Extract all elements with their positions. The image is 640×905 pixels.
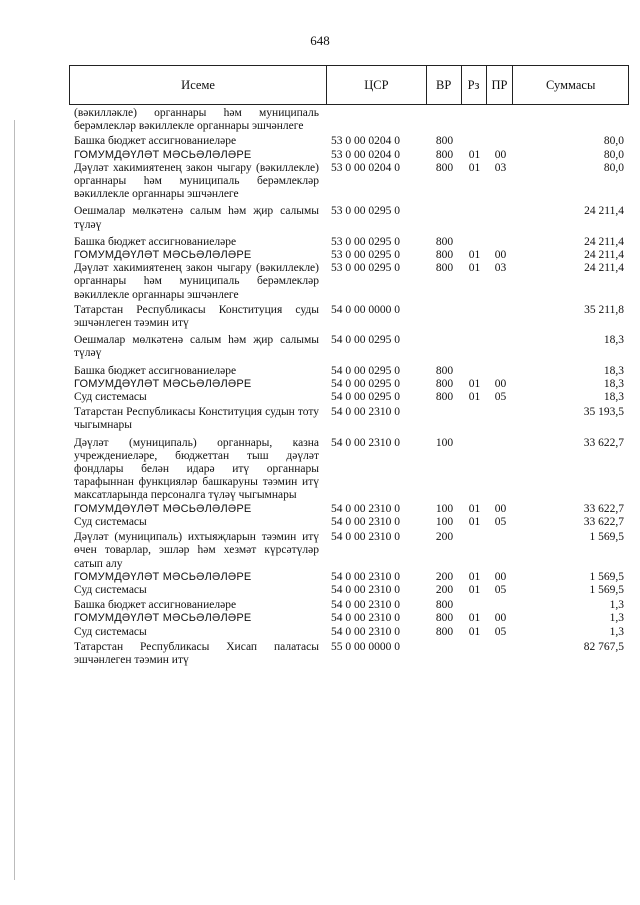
cell-vr: 800: [435, 599, 454, 612]
cell-sum: 18,3: [603, 377, 624, 390]
header-rz: Рз: [462, 66, 487, 104]
table-row: [69, 516, 629, 529]
header-sum: Суммасы: [546, 77, 596, 92]
cell-name: Башка бюджет ассигнованиеләре: [74, 135, 237, 148]
table-row: [69, 334, 629, 360]
cell-name: ГОМУМДӘҮЛӘТ МӘСЬӘЛӘЛӘРЕ: [74, 570, 252, 583]
page-number: 648: [310, 33, 330, 48]
table-row: [69, 437, 629, 503]
cell-name: Дәүләт (муниципаль) ихтыяҗларын тәэмин итү өчен товарлар, эшләр һәм хезмәт күрсәтүләр сатып алу: [74, 531, 319, 570]
cell-csr: 55 0 00 0000 0: [331, 640, 400, 653]
cell-rz: 01: [468, 391, 481, 404]
cell-name: ГОМУМДӘҮЛӘТ МӘСЬӘЛӘЛӘРЕ: [74, 612, 252, 625]
cell-name: Башка бюджет ассигнованиеләре: [74, 235, 237, 248]
table-row: [69, 249, 629, 262]
table-row: [69, 205, 629, 231]
cell-pr: [487, 406, 514, 432]
cell-csr: 54 0 00 0295 0: [331, 334, 400, 347]
cell-rz: [462, 304, 487, 330]
cell-sum: 24 211,4: [584, 262, 624, 275]
cell-sum: 33 622,7: [583, 436, 624, 449]
cell-name: Дәүләт хакимиятенең закон чыгару (вәкиллекле) органнары һәм муниципаль берәмлекләр вәкиллекле органнары эшчәнлеге: [74, 262, 319, 301]
cell-csr: 53 0 00 0295 0: [331, 249, 400, 262]
cell-vr: 800: [435, 625, 454, 638]
cell-pr: [487, 641, 514, 667]
cell-pr: 00: [494, 502, 507, 515]
cell-vr: 800: [435, 148, 454, 161]
cell-vr: [427, 205, 462, 231]
header-csr: ЦСР: [327, 66, 427, 104]
cell-name: ГОМУМДӘҮЛӘТ МӘСЬӘЛӘЛӘРЕ: [74, 377, 252, 390]
table-row: [69, 162, 629, 202]
cell-name: Оешмалар мөлкәтенә салым һәм җир салымы түләү: [74, 334, 319, 360]
cell-pr: 03: [494, 262, 507, 275]
table-row: [69, 503, 629, 516]
cell-sum: 80,0: [603, 161, 624, 174]
cell-name: ГОМУМДӘҮЛӘТ МӘСЬӘЛӘЛӘРЕ: [74, 249, 252, 262]
cell-pr: 05: [494, 583, 507, 596]
cell-pr: 00: [494, 570, 507, 583]
cell-vr: [427, 107, 462, 133]
cell-rz: [462, 365, 487, 378]
cell-pr: [487, 334, 514, 360]
cell-sum: 1 569,5: [589, 583, 624, 596]
cell-pr: 00: [494, 249, 507, 262]
cell-vr: 800: [435, 364, 454, 377]
cell-rz: 01: [468, 262, 481, 275]
cell-name: Башка бюджет ассигнованиеләре: [74, 364, 237, 377]
cell-sum: 1 569,5: [589, 570, 624, 583]
cell-rz: 01: [468, 161, 481, 174]
cell-rz: [462, 531, 487, 571]
cell-csr: 54 0 00 2310 0: [331, 502, 400, 515]
cell-sum: 35 211,8: [584, 303, 624, 316]
table-row: [69, 391, 629, 404]
cell-pr: [487, 107, 514, 133]
cell-vr: 100: [435, 515, 454, 528]
table-row: [69, 107, 629, 133]
cell-name: Башка бюджет ассигнованиеләре: [74, 599, 237, 612]
cell-rz: [462, 135, 487, 148]
cell-sum: 1,3: [609, 625, 624, 638]
cell-sum: 1 569,5: [589, 531, 624, 544]
cell-sum: 1,3: [609, 612, 624, 625]
cell-sum: 1,3: [609, 599, 624, 612]
cell-csr: 53 0 00 0295 0: [331, 205, 400, 218]
cell-sum: 80,0: [603, 148, 624, 161]
cell-name: Татарстан Республикасы Хисап палатасы эшчәнлеген тәэмин итү: [74, 640, 319, 666]
cell-rz: [462, 236, 487, 249]
header-pr: ПР: [487, 66, 514, 104]
table-body: [69, 105, 629, 667]
cell-csr: 54 0 00 2310 0: [331, 583, 400, 596]
budget-table: [69, 65, 629, 667]
cell-name: Суд системасы: [74, 515, 147, 528]
table-row: [69, 599, 629, 612]
table-row: [69, 584, 629, 597]
cell-vr: 800: [435, 161, 454, 174]
cell-rz: 01: [468, 249, 481, 262]
cell-csr: 53 0 00 0295 0: [331, 235, 400, 248]
cell-csr: 54 0 00 2310 0: [331, 406, 400, 419]
cell-rz: [462, 437, 487, 503]
cell-pr: 00: [494, 377, 507, 390]
cell-name: Оешмалар мөлкәтенә салым һәм җир салымы түләү: [74, 205, 319, 231]
cell-pr: [487, 304, 514, 330]
table-row: [69, 365, 629, 378]
header-vr: ВР: [427, 66, 462, 104]
cell-vr: 800: [435, 249, 454, 262]
cell-csr: 54 0 00 2310 0: [331, 570, 400, 583]
cell-rz: [462, 599, 487, 612]
table-row: [69, 641, 629, 667]
cell-sum: 35 193,5: [583, 406, 624, 419]
cell-csr: 53 0 00 0295 0: [331, 262, 400, 275]
table-row: [69, 236, 629, 249]
cell-csr: 54 0 00 2310 0: [331, 625, 400, 638]
cell-rz: [462, 205, 487, 231]
cell-sum: 24 211,4: [584, 235, 624, 248]
table-row: [69, 531, 629, 571]
cell-sum: 24 211,4: [584, 205, 624, 218]
table-row: [69, 135, 629, 148]
cell-name: Татарстан Республикасы Конституция судын тоту чыгымнары: [74, 406, 319, 432]
cell-vr: 200: [435, 531, 454, 544]
header-name: Исеме: [70, 66, 327, 104]
cell-sum: 33 622,7: [583, 515, 624, 528]
table-row: [69, 149, 629, 162]
cell-sum: 18,3: [603, 391, 624, 404]
cell-csr: 53 0 00 0204 0: [331, 148, 400, 161]
cell-vr: 800: [435, 612, 454, 625]
cell-sum: 82 767,5: [583, 640, 624, 653]
cell-sum: 18,3: [603, 364, 624, 377]
cell-csr: 53 0 00 0204 0: [331, 135, 400, 148]
cell-rz: 01: [468, 625, 481, 638]
cell-csr: [327, 107, 427, 133]
cell-name: Татарстан Республикасы Конституция суды эшчәнлеген тәэмин итү: [74, 303, 319, 330]
cell-rz: [462, 334, 487, 360]
cell-csr: 54 0 00 2310 0: [331, 599, 400, 612]
cell-vr: 800: [435, 135, 454, 148]
cell-vr: 200: [435, 570, 454, 583]
cell-name: ГОМУМДӘҮЛӘТ МӘСЬӘЛӘЛӘРЕ: [74, 148, 252, 161]
cell-csr: 54 0 00 2310 0: [331, 515, 400, 528]
cell-name: Суд системасы: [74, 583, 147, 596]
cell-name: Суд системасы: [74, 391, 147, 404]
cell-pr: 05: [494, 625, 507, 638]
cell-pr: [487, 135, 514, 148]
cell-sum: 33 622,7: [583, 502, 624, 515]
table-row: [69, 571, 629, 584]
cell-rz: 01: [468, 148, 481, 161]
cell-csr: 54 0 00 0295 0: [331, 377, 400, 390]
cell-vr: [427, 406, 462, 432]
cell-rz: 01: [468, 583, 481, 596]
cell-vr: [427, 334, 462, 360]
cell-rz: [462, 107, 487, 133]
cell-name: Суд системасы: [74, 625, 147, 638]
cell-vr: 200: [435, 583, 454, 596]
cell-pr: [487, 531, 514, 571]
cell-csr: 53 0 00 0204 0: [331, 161, 400, 174]
cell-name: Дәүләт (муниципаль) органнары, казна учреждениеләре, бюджеттан тыш дәүләт фондлары белән идарә итү органнары тарафыннан функцияләр башкаруны тәэмин итү максатларында персоналга түләү чыгымнары: [74, 436, 319, 502]
cell-vr: 800: [435, 262, 454, 275]
table-row: [69, 612, 629, 625]
cell-pr: 03: [494, 161, 507, 174]
cell-vr: 800: [435, 235, 454, 248]
cell-rz: 01: [468, 515, 481, 528]
cell-pr: [487, 365, 514, 378]
cell-csr: 54 0 00 2310 0: [331, 612, 400, 625]
cell-rz: [462, 406, 487, 432]
cell-csr: 54 0 00 2310 0: [331, 531, 400, 544]
cell-pr: [487, 236, 514, 249]
cell-sum: 80,0: [603, 135, 624, 148]
cell-vr: 100: [435, 502, 454, 515]
table-row: [69, 378, 629, 391]
cell-vr: 100: [435, 436, 454, 449]
table-row: [69, 626, 629, 639]
cell-vr: 800: [435, 377, 454, 390]
cell-rz: [462, 641, 487, 667]
scan-margin-line: [14, 120, 15, 880]
cell-sum: [514, 107, 629, 133]
cell-sum: 24 211,4: [584, 249, 624, 262]
cell-pr: [487, 437, 514, 503]
cell-csr: 54 0 00 2310 0: [331, 436, 400, 449]
cell-vr: 800: [435, 391, 454, 404]
cell-pr: 00: [494, 148, 507, 161]
cell-pr: [487, 205, 514, 231]
cell-name: (вәкилләкле) органнары һәм муниципаль берәмлекләр вәкиллекле органнары эшчәнлеге: [74, 107, 319, 133]
cell-csr: 54 0 00 0295 0: [331, 364, 400, 377]
cell-csr: 54 0 00 0000 0: [331, 303, 400, 316]
cell-sum: 18,3: [603, 334, 624, 347]
table-row: [69, 262, 629, 302]
cell-vr: [427, 641, 462, 667]
cell-csr: 54 0 00 0295 0: [331, 391, 400, 404]
table-row: [69, 304, 629, 330]
table-row: [69, 406, 629, 432]
cell-name: Дәүләт хакимиятенең закон чыгару (вәкиллекле) органнары һәм муниципаль берәмлекләр вәкиллекле органнары эшчәнлеге: [74, 161, 319, 201]
cell-pr: [487, 599, 514, 612]
cell-name: ГОМУМДӘҮЛӘТ МӘСЬӘЛӘЛӘРЕ: [74, 502, 252, 515]
cell-rz: 01: [468, 377, 481, 390]
cell-rz: 01: [468, 502, 481, 515]
cell-rz: 01: [468, 570, 481, 583]
cell-rz: 01: [468, 612, 481, 625]
cell-pr: 00: [494, 612, 507, 625]
cell-pr: 05: [494, 391, 507, 404]
cell-pr: 05: [494, 515, 507, 528]
table-header: [69, 65, 629, 105]
cell-vr: [427, 304, 462, 330]
